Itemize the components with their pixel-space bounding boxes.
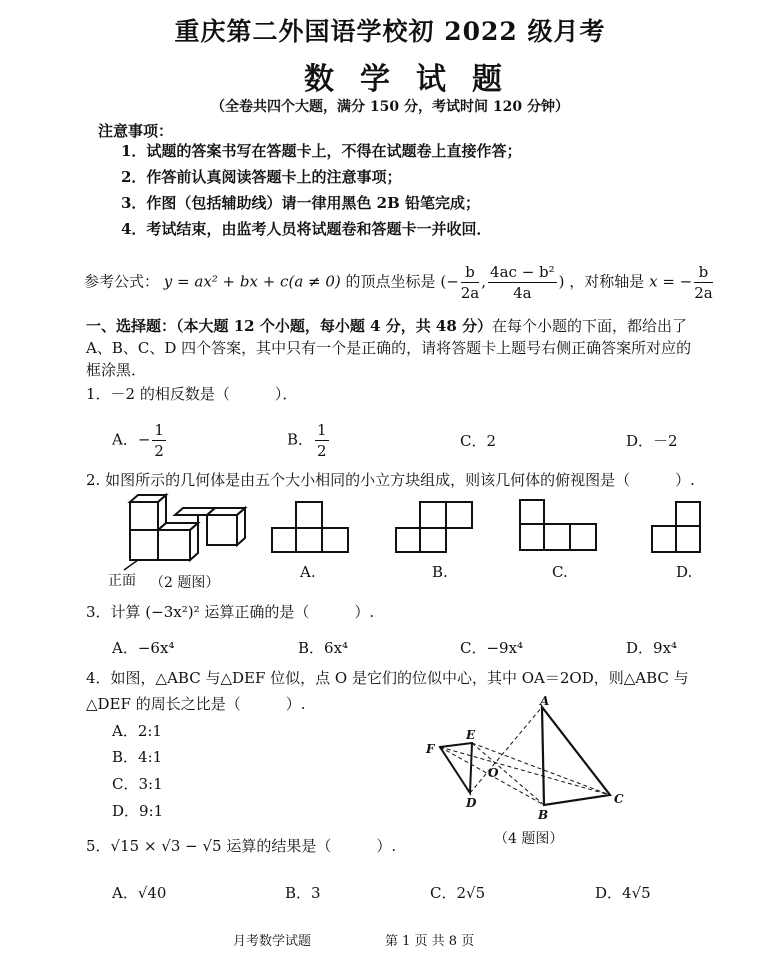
q5-option-c: C．2√5 — [430, 884, 486, 902]
q5-option-b: B．3 — [285, 884, 321, 902]
q4-option-a: A．2:1 — [112, 722, 162, 740]
q4-homothety-figure — [420, 695, 640, 825]
q1-option-b: B． $\frac{1}{2}$ — [287, 421, 327, 460]
q2-option-d: D. — [676, 563, 693, 581]
cube-solid-figure — [130, 495, 245, 560]
exam-info: （全卷共四个大题，满分 150 分，考试时间 120 分钟） — [211, 99, 569, 115]
q2-figure-caption: （2 题图） — [150, 575, 220, 591]
question-4-stem: 4．如图，△ABC 与△DEF 位似，点 O 是它们的位似中心，其中 OA＝2OD，则△ABC 与 — [86, 669, 689, 687]
notice-item: 1．试题的答案书写在答题卡上，不得在试题卷上直接作答； — [121, 142, 522, 160]
point-f-label: F — [426, 742, 435, 756]
formula-axis-text: ，对称轴是 — [569, 272, 645, 291]
q1-option-a: A．− $\frac{1}{2}$ — [112, 421, 164, 460]
q3-option-c: C．−9x⁴ — [460, 639, 524, 657]
notice-item: 4．考试结束，由监考人员将试题卷和答题卡一并收回． — [121, 220, 492, 238]
formula-equation: y = ax² + bx + c(a ≠ 0) — [163, 272, 341, 291]
q2-option-c: C. — [552, 563, 568, 581]
q4-figure-caption: （4 题图） — [494, 831, 564, 847]
formula-prefix: 参考公式： — [84, 272, 160, 291]
point-a-label: A — [540, 695, 550, 708]
q2-option-b: B. — [432, 563, 448, 581]
q1-option-c: C．2 — [460, 432, 497, 450]
q3-option-d: D．9x⁴ — [626, 639, 678, 657]
reference-formula: 参考公式： y = ax² + bx + c(a ≠ 0) 的顶点坐标是 (− $\frac{b}{2a}$ , $\frac{\text{4ac − b²}}{4a}$ ) ，对称轴是 x = − $\frac{b}{2a}$ — [84, 263, 713, 302]
front-label: 正面 — [108, 573, 136, 589]
formula-axis-eq: x = − — [649, 272, 693, 291]
question-5-stem: 5．√15 × √3 − √5 运算的结果是（ ）. — [86, 837, 397, 855]
axis-fraction: $\frac{b}{2a}$ — [694, 263, 713, 302]
point-c-label: C — [614, 792, 624, 806]
vertex-x-fraction: $\frac{b}{2a}$ — [460, 263, 480, 302]
point-d-label: D — [466, 796, 477, 810]
q1-option-d: D．－2 — [626, 432, 678, 450]
q2-option-a: A. — [300, 563, 316, 581]
q4-option-d: D．9:1 — [112, 802, 164, 820]
vertex-y-fraction: $\frac{\text{4ac − b²}}{4a}$ — [490, 263, 555, 302]
q5-option-d: D．4√5 — [595, 884, 651, 902]
footer-title: 月考数学试题 — [233, 934, 312, 949]
school-title: 重庆第二外国语学校初 2022 级月考 — [174, 17, 606, 46]
page-title: 数学试题 — [304, 62, 528, 97]
q2-option-a-figure — [272, 502, 348, 552]
q2-option-d-figure — [652, 502, 700, 552]
q2-option-b-figure — [396, 502, 472, 552]
triangle-abc — [542, 707, 610, 805]
point-o-label: O — [488, 766, 499, 780]
section-heading: 一、选择题：（本大题 12 个小题，每小题 4 分，共 48 分）在每个小题的下面，都给出了 A、B、C、D 四个答案，其中只有一个是正确的，请将答题卡上题号右侧正确答案所对应的框涂黑． — [86, 317, 692, 379]
q4-option-c: C．3:1 — [112, 775, 163, 793]
q3-option-a: A．−6x⁴ — [112, 639, 175, 657]
formula-mid: 的顶点坐标是 — [345, 272, 436, 291]
q2-option-c-figure — [520, 500, 596, 550]
question-2-stem: 2. 如图所示的几何体是由五个大小相同的小立方块组成，则该几何体的俯视图是（ ）. — [86, 471, 695, 489]
question-4-stem-cont: △DEF 的周长之比是（ ）. — [86, 695, 306, 713]
q3-option-b: B．6x⁴ — [298, 639, 349, 657]
page-number: 第 1 页 共 8 页 — [385, 934, 475, 949]
q5-option-a: A．√40 — [112, 884, 167, 902]
point-e-label: E — [466, 728, 476, 742]
point-b-label: B — [538, 808, 549, 822]
notice-item: 3．作图（包括辅助线）请一律用黑色 2B 铅笔完成； — [121, 194, 480, 212]
q4-option-b: B．4:1 — [112, 748, 163, 766]
notice-heading: 注意事项： — [98, 122, 174, 140]
notice-item: 2．作答前认真阅读答题卡上的注意事项； — [121, 168, 402, 186]
question-1-stem: 1．－2 的相反数是（ ）． — [86, 385, 298, 403]
question-3-stem: 3．计算 (−3x²)² 运算正确的是（ ）. — [86, 603, 375, 621]
triangle-def — [440, 743, 472, 793]
